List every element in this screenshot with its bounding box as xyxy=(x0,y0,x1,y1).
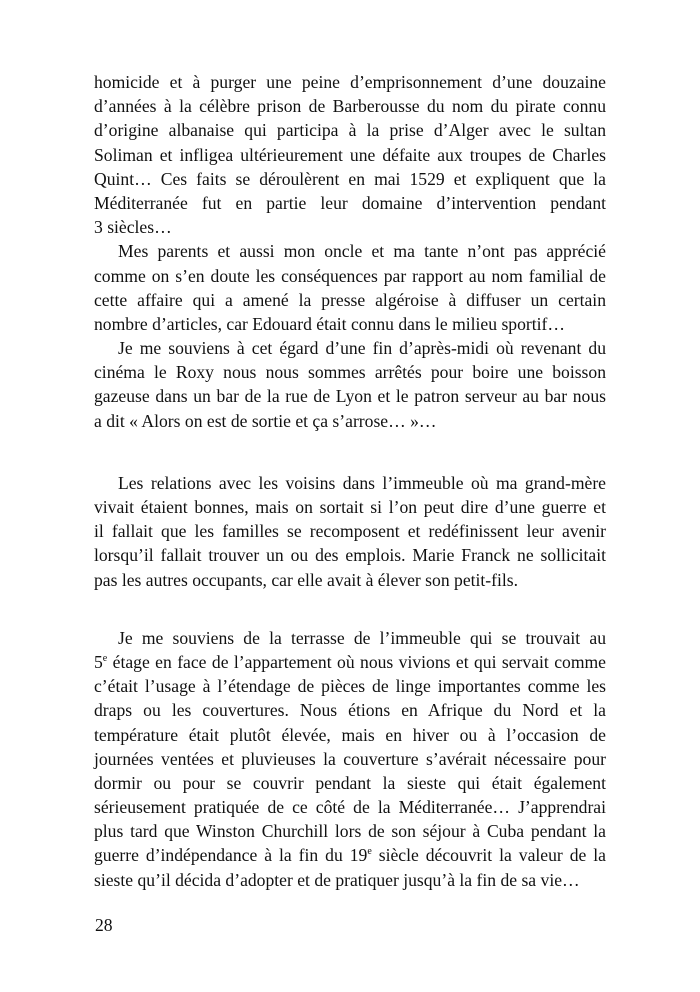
text-line: journées ventées et pluvieuses la couverture s’avérait nécessaire pour xyxy=(94,748,606,769)
text-line: sérieusement pratiquée de ce côté de la Méditerranée… J’apprendrai xyxy=(94,797,606,818)
text-line: Soliman et infligea ultérieurement une défaite aux troupes de Charles xyxy=(94,144,606,165)
paragraph-1 xyxy=(94,70,606,239)
text-line: 3 siècles… xyxy=(94,217,172,238)
text-line: sieste qu’il décida d’adopter et de pratiquer jusqu’à la fin de sa vie… xyxy=(94,869,580,890)
text-line xyxy=(94,843,606,867)
text-line: Méditerranée fut en partie leur domaine d’intervention pendant xyxy=(94,192,606,213)
text-line: d’années à la célèbre prison de Barberousse du nom du pirate connu xyxy=(94,96,606,117)
page-body xyxy=(94,70,606,892)
text-line: pas les autres occupants, car elle avait à élever son petit-fils. xyxy=(94,569,519,590)
text-line: comme on s’en doute les conséquences par rapport au nom familial de xyxy=(94,265,606,286)
text-line: nombre d’articles, car Edouard était connu dans le milieu sportif… xyxy=(94,313,565,334)
text-line: a dit « Alors on est de sortie et ça s’arrose… »… xyxy=(94,410,437,431)
text-line xyxy=(94,650,606,674)
text-line: vivait étaient bonnes, mais on sortait si l’on peut dire d’une guerre et xyxy=(94,497,606,517)
text-line: Quint… Ces faits se déroulèrent en mai 1529 et expliquent que la xyxy=(94,168,606,189)
text-line: draps ou les couvertures. Nous étions en Afrique du Nord et la xyxy=(94,700,606,721)
text-line: d’origine albanaise qui participa à la prise d’Alger avec le sultan xyxy=(94,120,606,141)
superscript: e xyxy=(102,652,108,664)
text-line: température était plutôt élevée, mais en hiver ou à l’occasion de xyxy=(94,724,606,745)
text-line: gazeuse dans un bar de la rue de Lyon et le patron serveur au bar nous xyxy=(94,386,606,407)
text-segment: siècle découvrit la valeur de la xyxy=(371,845,606,866)
text-line: cinéma le Roxy nous nous sommes arrêtés pour boire une boisson xyxy=(94,362,606,383)
text-line: homicide et à purger une peine d’emprisonnement d’une douzaine xyxy=(94,72,606,92)
text-line: c’était l’usage à l’étendage de pièces de linge importantes comme les xyxy=(94,676,606,697)
text-segment: guerre d’indépendance à la fin du 19 xyxy=(94,845,368,866)
paragraph-2 xyxy=(94,239,606,336)
text-line: lorsqu’il fallait trouver un ou des emplois. Marie Franck ne sollicitait xyxy=(94,545,606,566)
paragraph-5 xyxy=(94,626,606,892)
text-line: Je me souviens de la terrasse de l’immeuble qui se trouvait au xyxy=(118,627,606,648)
text-line: plus tard que Winston Churchill lors de son séjour à Cuba pendant la xyxy=(94,821,606,842)
page-number: 28 xyxy=(95,915,113,935)
text-line: Je me souviens à cet égard d’une fin d’après-midi où revenant du xyxy=(118,338,606,359)
text-segment: 5 xyxy=(94,651,103,672)
text-line: cette affaire qui a amené la presse algéroise à diffuser un certain xyxy=(94,289,606,310)
text-line: il fallait que les familles se recomposent et redéfinissent leur avenir xyxy=(94,521,606,542)
superscript: e xyxy=(367,846,372,858)
text-line: Les relations avec les voisins dans l’immeuble où ma grand-mère xyxy=(118,472,606,493)
paragraph-4 xyxy=(94,471,606,592)
text-line: dormir ou pour se couvrir pendant la sieste qui était également xyxy=(94,772,606,793)
text-line: Mes parents et aussi mon oncle et ma tante n’ont pas apprécié xyxy=(118,241,606,262)
paragraph-3 xyxy=(94,336,606,433)
text-segment: étage en face de l’appartement où nous vivions et qui servait comme xyxy=(107,651,606,672)
